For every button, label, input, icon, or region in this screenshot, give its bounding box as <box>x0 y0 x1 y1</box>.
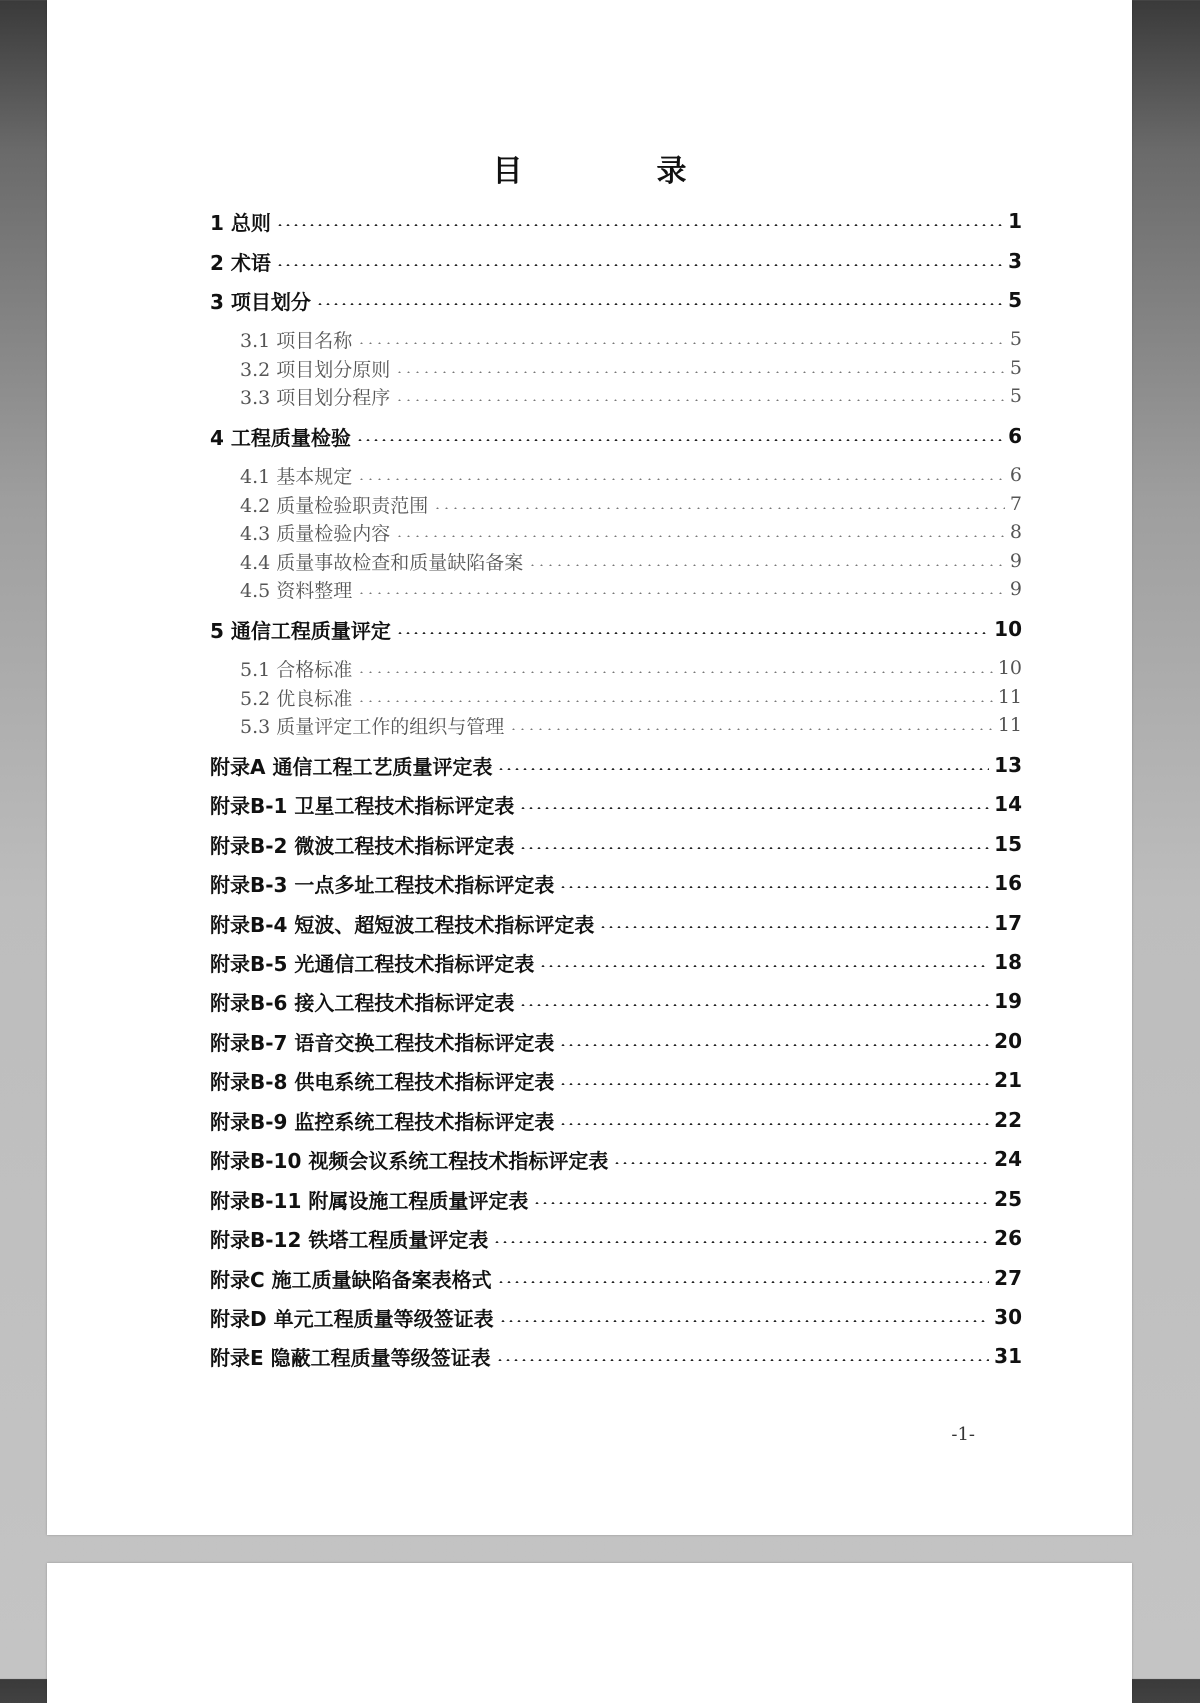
toc-entry-label: 附录B-1 卫星工程技术指标评定表 <box>210 793 515 818</box>
toc-entry-label: 5 通信工程质量评定 <box>210 618 391 643</box>
toc-entry-page: 18 <box>994 950 1022 974</box>
toc-entry-page: 31 <box>994 1344 1022 1368</box>
toc-entry-label: 4.3 质量检验内容 <box>240 522 391 545</box>
toc-entry-page: 10 <box>994 617 1022 641</box>
toc-entry-label: 附录C 施工质量缺陷备案表格式 <box>210 1267 492 1292</box>
toc-entry-page: 11 <box>997 686 1022 708</box>
dot-leader <box>396 632 989 634</box>
toc-entry-page: 1 <box>1008 209 1022 233</box>
toc-entry-page: 5 <box>1009 357 1022 379</box>
dot-leader <box>499 1320 990 1322</box>
toc-entry-page: 6 <box>1009 464 1022 486</box>
toc-entry[interactable] <box>210 946 1022 978</box>
toc-entry[interactable] <box>210 749 1022 781</box>
toc-entry-page: 6 <box>1008 424 1022 448</box>
page-number: -1- <box>951 1424 975 1445</box>
dot-leader <box>356 439 1003 441</box>
dot-leader <box>528 564 1005 566</box>
toc-subentry[interactable] <box>240 380 1022 412</box>
toc-subentry[interactable] <box>240 516 1022 548</box>
toc-subentry[interactable] <box>240 652 1022 684</box>
toc-entry[interactable] <box>210 420 1022 452</box>
dot-leader <box>497 768 989 770</box>
dot-leader <box>613 1162 989 1164</box>
toc-entry-label: 附录B-8 供电系统工程技术指标评定表 <box>210 1069 555 1094</box>
dot-leader <box>357 592 1005 594</box>
toc-entry-page: 20 <box>994 1029 1022 1053</box>
next-document-page <box>47 1563 1132 1703</box>
dot-leader <box>519 1004 989 1006</box>
dot-leader <box>519 847 989 849</box>
dot-leader <box>509 728 993 730</box>
toc-entry-page: 24 <box>994 1147 1022 1171</box>
toc-entry-label: 1 总则 <box>210 210 271 235</box>
toc-subentry[interactable] <box>240 709 1022 741</box>
toc-entry-label: 4.2 质量检验职责范围 <box>240 494 429 517</box>
toc-entry-page: 22 <box>994 1108 1022 1132</box>
toc-entry-label: 附录B-11 附属设施工程质量评定表 <box>210 1188 529 1213</box>
toc-entry-page: 5 <box>1008 288 1022 312</box>
dot-leader <box>357 478 1005 480</box>
toc-entry[interactable] <box>210 1064 1022 1096</box>
toc-entry-label: 附录B-10 视频会议系统工程技术指标评定表 <box>210 1148 609 1173</box>
toc-entry-page: 8 <box>1009 521 1022 543</box>
dot-leader <box>519 807 989 809</box>
toc-entry-page: 25 <box>994 1187 1022 1211</box>
toc-entry[interactable] <box>210 1183 1022 1215</box>
toc-entry[interactable] <box>210 828 1022 860</box>
toc-entry[interactable] <box>210 284 1022 316</box>
toc-subentry[interactable] <box>240 323 1022 355</box>
toc-entry-label: 4.5 资料整理 <box>240 579 353 602</box>
dot-leader <box>539 965 989 967</box>
dot-leader <box>599 926 989 928</box>
toc-title: 目 录 <box>492 154 739 189</box>
toc-entry-label: 3.1 项目名称 <box>240 329 353 352</box>
dot-leader <box>493 1241 989 1243</box>
toc-entry-label: 附录B-9 监控系统工程技术指标评定表 <box>210 1109 555 1134</box>
toc-entry-page: 9 <box>1009 578 1022 600</box>
toc-entry[interactable] <box>210 613 1022 645</box>
dot-leader <box>395 399 1005 401</box>
toc-entry[interactable] <box>210 245 1022 277</box>
toc-entry-label: 附录E 隐蔽工程质量等级签证表 <box>210 1345 491 1370</box>
toc-entry[interactable] <box>210 788 1022 820</box>
toc-entry-page: 16 <box>994 871 1022 895</box>
dot-leader <box>559 1123 989 1125</box>
toc-entry[interactable] <box>210 1340 1022 1372</box>
dot-leader <box>395 535 1005 537</box>
dot-leader <box>357 342 1005 344</box>
toc-entry-page: 30 <box>994 1305 1022 1329</box>
toc-entry-page: 5 <box>1009 385 1022 407</box>
toc-entry-label: 附录D 单元工程质量等级签证表 <box>210 1306 494 1331</box>
toc-entry-label: 4.1 基本规定 <box>240 465 353 488</box>
toc-entry[interactable] <box>210 1104 1022 1136</box>
dot-leader <box>276 224 1003 226</box>
toc-entry-page: 7 <box>1009 493 1022 515</box>
toc-entry-label: 附录B-4 短波、超短波工程技术指标评定表 <box>210 912 595 937</box>
dot-leader <box>316 303 1003 305</box>
toc-entry[interactable] <box>210 907 1022 939</box>
toc-entry-page: 5 <box>1009 328 1022 350</box>
toc-entry[interactable] <box>210 1222 1022 1254</box>
toc-entry[interactable] <box>210 867 1022 899</box>
toc-entry-page: 15 <box>994 832 1022 856</box>
toc-entry-page: 27 <box>994 1266 1022 1290</box>
toc-entry-label: 附录B-5 光通信工程技术指标评定表 <box>210 951 535 976</box>
dot-leader <box>559 886 989 888</box>
toc-entry[interactable] <box>210 985 1022 1017</box>
toc-entry-label: 附录B-7 语音交换工程技术指标评定表 <box>210 1030 555 1055</box>
toc-entry[interactable] <box>210 205 1022 237</box>
toc-subentry[interactable] <box>240 459 1022 491</box>
dot-leader <box>357 671 993 673</box>
toc-entry-page: 13 <box>994 753 1022 777</box>
toc-entry-label: 附录B-2 微波工程技术指标评定表 <box>210 833 515 858</box>
toc-entry-label: 5.3 质量评定工作的组织与管理 <box>240 715 505 738</box>
toc-entry-page: 19 <box>994 989 1022 1013</box>
toc-entry-label: 5.1 合格标准 <box>240 658 353 681</box>
dot-leader <box>559 1044 989 1046</box>
dot-leader <box>433 507 1005 509</box>
toc-entry-page: 9 <box>1009 550 1022 572</box>
toc-entry-label: 3.2 项目划分原则 <box>240 358 391 381</box>
toc-entry[interactable] <box>210 1301 1022 1333</box>
toc-entry-label: 3.3 项目划分程序 <box>240 386 391 409</box>
toc-subentry[interactable] <box>240 573 1022 605</box>
dot-leader <box>533 1202 989 1204</box>
dot-leader <box>276 264 1003 266</box>
toc-entry[interactable] <box>210 1143 1022 1175</box>
dot-leader <box>395 371 1005 373</box>
toc-entry-page: 21 <box>994 1068 1022 1092</box>
toc-entry-page: 26 <box>994 1226 1022 1250</box>
dot-leader <box>559 1083 989 1085</box>
toc-entry-label: 5.2 优良标准 <box>240 687 353 710</box>
toc-entry-label: 4.4 质量事故检查和质量缺陷备案 <box>240 551 524 574</box>
document-page <box>47 0 1132 1535</box>
toc-entry-label: 附录B-3 一点多址工程技术指标评定表 <box>210 872 555 897</box>
toc-entry-page: 3 <box>1008 249 1022 273</box>
toc-entry-label: 3 项目划分 <box>210 289 311 314</box>
toc-entry-page: 10 <box>997 657 1022 679</box>
toc-entry[interactable] <box>210 1262 1022 1294</box>
toc-entry-label: 2 术语 <box>210 250 271 275</box>
toc-entry-label: 附录A 通信工程工艺质量评定表 <box>210 754 493 779</box>
toc-entry-label: 附录B-12 铁塔工程质量评定表 <box>210 1227 489 1252</box>
toc-entry-page: 14 <box>994 792 1022 816</box>
toc-entry-page: 17 <box>994 911 1022 935</box>
toc-entry-label: 附录B-6 接入工程技术指标评定表 <box>210 990 515 1015</box>
toc-entry-page: 11 <box>997 714 1022 736</box>
dot-leader <box>496 1359 990 1361</box>
dot-leader <box>497 1281 990 1283</box>
dot-leader <box>357 700 993 702</box>
toc-entry[interactable] <box>210 1025 1022 1057</box>
toc-entry-label: 4 工程质量检验 <box>210 425 351 450</box>
